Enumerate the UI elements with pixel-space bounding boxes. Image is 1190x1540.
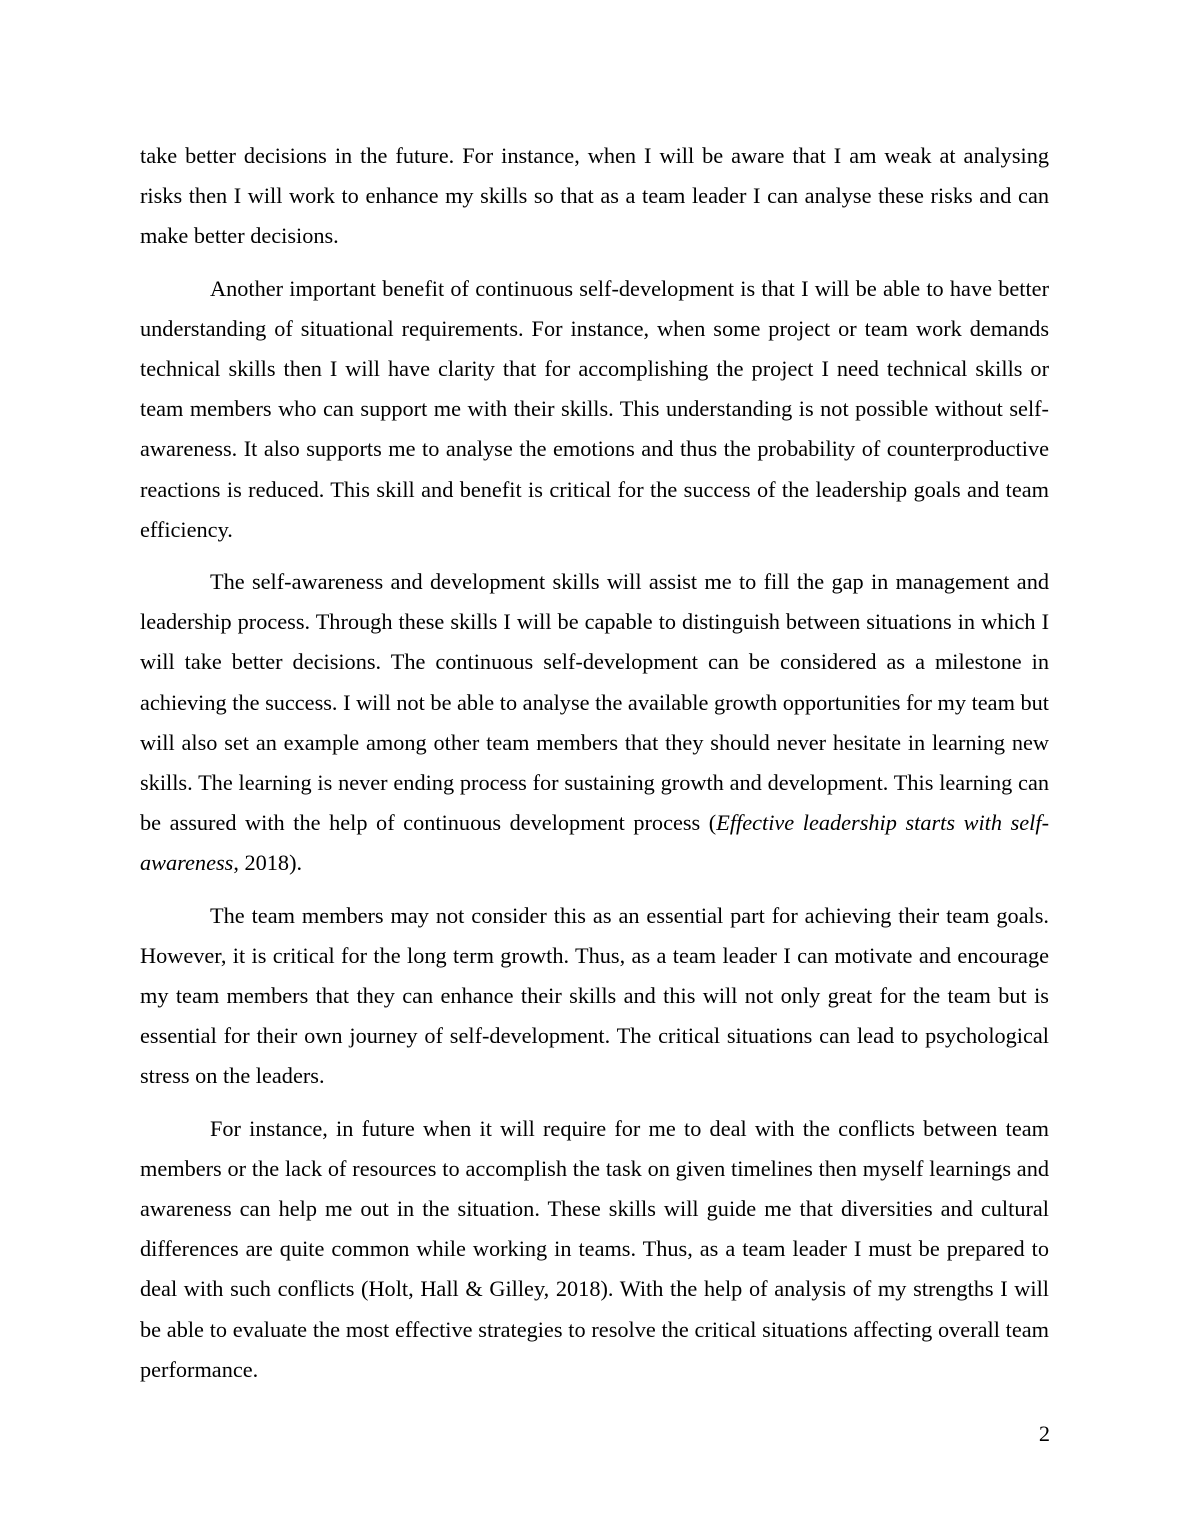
paragraph-5: For instance, in future when it will require for me to deal with the conflicts between team members or the lack of resources to accomplish the task on given timelines then myself learnings and awareness can help me out in the situation. These skills will guide me that diversities and cultural differences are quite common while working in teams. Thus, as a team leader I must be prepared to deal with such conflicts (Holt, Hall & Gilley, 2018). With the help of analysis of my strengths I will be able to evaluate the most effective strategies to resolve the critical situations affecting overall team performance.	[140, 1115, 1049, 1382]
paragraph-4: The team members may not consider this as an essential part for achieving their team goals. However, it is critical for the long term growth. Thus, as a team leader I can motivate and encourage my team members that they can enhance their skills and this will not only great for the team but is essential for their own journey of self-development. The critical situations can lead to psychological stress on the leaders.	[140, 902, 1049, 1089]
page-number: 2	[1038, 1421, 1050, 1446]
paragraph-1: take better decisions in the future. For instance, when I will be aware that I am weak at analysing risks then I will work to enhance my skills so that as a team leader I can analyse these risks and can make better decisions.	[140, 143, 1049, 249]
document-body	[140, 136, 1049, 1402]
citation-title: Effective leadership starts with self-awareness	[140, 810, 1049, 876]
paragraph-3-text: The self-awareness and development skills will assist me to fill the gap in management and leadership process. Through these skills I will be capable to distinguish between situations in which I will take better decisions. The continuous self-development can be considered as a milestone in achieving the success. I will not be able to analyse the available growth opportunities for my team but will also set an example among other team members that they should never hesitate in learning new skills. The learning is never ending process for sustaining growth and development. This learning can be assured with the help of continuous development process (	[140, 569, 1049, 836]
paragraph-2: Another important benefit of continuous self-development is that I will be able to have better understanding of situational requirements. For instance, when some project or team work demands technical skills then I will have clarity that for accomplishing the project I need technical skills or team members who can support me with their skills. This understanding is not possible without self-awareness. It also supports me to analyse the emotions and thus the probability of counterproductive reactions is reduced. This skill and benefit is critical for the success of the leadership goals and team efficiency.	[140, 275, 1049, 542]
paragraph-3	[140, 562, 1049, 884]
citation-year: , 2018).	[233, 850, 303, 876]
